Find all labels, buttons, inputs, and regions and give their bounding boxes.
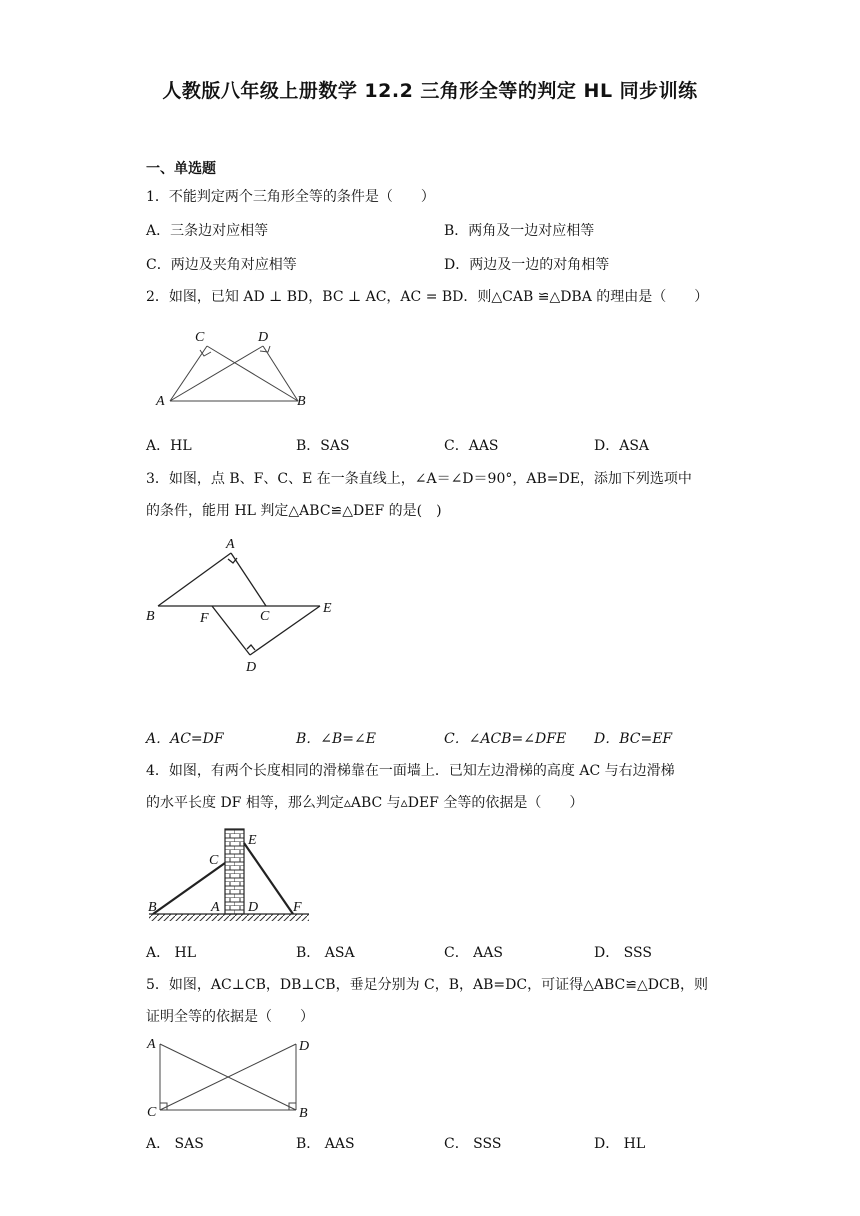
question-5-line-2: 证明全等的依据是（ ） — [146, 1009, 314, 1025]
q3-label-e: E — [323, 601, 332, 616]
question-2-text: 2．如图，已知 AD ⊥ BD，BC ⊥ AC，AC = BD．则△CAB ≌△DBA 的理由是（ ） — [146, 289, 709, 305]
q4-label-d: D — [248, 900, 259, 915]
q3-label-d: D — [246, 660, 257, 675]
q5-option-a: A． SAS — [146, 1136, 204, 1152]
q3-option-c: C．∠ACB=∠DFE — [444, 731, 567, 747]
question-3-line-1: 3．如图，点 B、F、C、E 在一条直线上，∠A＝∠D＝90°，AB=DE，添加下列选项中 — [146, 471, 692, 487]
q3-figure — [140, 530, 345, 684]
q4-option-a: A． HL — [146, 945, 197, 961]
q3-label-b: B — [146, 609, 155, 624]
q5-figure — [144, 1036, 324, 1130]
q2-option-a: A．HL — [146, 438, 192, 454]
question-3-line-2: 的条件，能用 HL 判定△ABC≌△DEF 的是( ) — [146, 503, 442, 519]
q1-option-a: A．三条边对应相等 — [146, 223, 269, 239]
q3-option-d: D．BC=EF — [594, 731, 673, 747]
question-5-line-1: 5．如图，AC⊥CB，DB⊥CB，垂足分别为 C，B，AB=DC，可证得△ABC≌△DCB，则 — [146, 977, 708, 993]
q5-label-a: A — [147, 1037, 156, 1052]
q2-label-a: A — [156, 394, 165, 409]
q1-option-b: B．两角及一边对应相等 — [444, 223, 595, 239]
q5-option-b: B． AAS — [296, 1136, 355, 1152]
q2-label-b: B — [297, 394, 306, 409]
section-heading: 一、单选题 — [146, 161, 216, 177]
q3-label-a: A — [226, 537, 235, 552]
q2-option-c: C．AAS — [444, 438, 499, 454]
q4-label-f: F — [293, 900, 302, 915]
q3-label-c: C — [260, 609, 270, 624]
q5-option-c: C． SSS — [444, 1136, 502, 1152]
q4-label-e: E — [248, 833, 257, 848]
q3-label-f: F — [200, 611, 209, 626]
q5-label-c: C — [147, 1105, 157, 1120]
q2-label-c: C — [195, 330, 205, 345]
q2-label-d: D — [258, 330, 269, 345]
q5-label-b: B — [299, 1106, 308, 1121]
q5-label-d: D — [299, 1039, 310, 1054]
q2-figure — [150, 325, 320, 419]
question-4-line-2: 的水平长度 DF 相等，那么判定▵ABC 与▵DEF 全等的依据是（ ） — [146, 795, 584, 811]
q4-option-b: B． ASA — [296, 945, 355, 961]
q3-option-a: A．AC=DF — [146, 731, 224, 747]
question-4-line-1: 4．如图，有两个长度相同的滑梯靠在一面墙上．已知左边滑梯的高度 AC 与右边滑梯 — [146, 763, 675, 779]
q4-option-d: D． SSS — [594, 945, 652, 961]
page-title: 人教版八年级上册数学 12.2 三角形全等的判定 HL 同步训练 — [162, 80, 698, 102]
question-1-text: 1．不能判定两个三角形全等的条件是（ ） — [146, 189, 435, 205]
q4-figure — [145, 826, 315, 932]
q1-option-d: D．两边及一边的对角相等 — [444, 257, 610, 273]
q4-label-b: B — [148, 900, 157, 915]
q4-option-c: C． AAS — [444, 945, 503, 961]
q3-option-b: B．∠B=∠E — [296, 731, 376, 747]
q4-label-c: C — [209, 853, 219, 868]
q2-option-b: B．SAS — [296, 438, 350, 454]
q4-label-a: A — [211, 900, 220, 915]
q2-option-d: D．ASA — [594, 438, 650, 454]
q5-option-d: D． HL — [594, 1136, 646, 1152]
q1-option-c: C．两边及夹角对应相等 — [146, 257, 297, 273]
